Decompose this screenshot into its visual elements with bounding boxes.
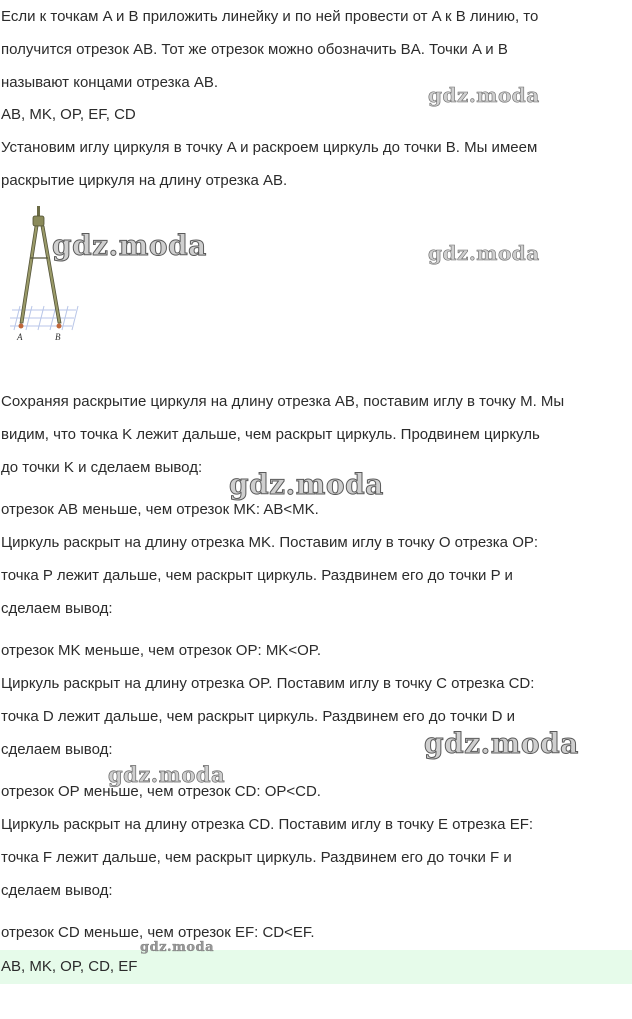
watermark: gdz.moda [428,241,540,265]
watermark: gdz.moda [108,762,226,787]
paragraph-line: сделаем вывод: [1,741,113,758]
paragraph-line: точка D лежит дальше, чем раскрыт циркуль. Раздвинем его до точки D и [1,708,516,725]
watermark: gdz.moda [140,940,215,955]
point-a-marker [19,324,24,329]
paragraph-line: до точки K и сделаем вывод: [1,459,203,476]
paragraph-line: Циркуль раскрыт на длину отрезка OP. Поставим иглу в точку C отрезка CD: [1,675,535,692]
watermark: gdz.moda [424,727,579,760]
paragraph-line: сделаем вывод: [1,882,113,899]
paragraph-line: Циркуль раскрыт на длину отрезка MK. Поставим иглу в точку O отрезка OP: [1,534,539,551]
paragraph-line: Сохраняя раскрытие циркуля на длину отрезка AB, поставим иглу в точку M. Мы [1,393,565,410]
paragraph-line: сделаем вывод: [1,600,113,617]
watermark: gdz.moda [229,468,384,501]
paragraph-line: Если к точкам A и B приложить линейку и по ней провести от A к B линию, то [1,8,539,25]
point-b-label: B [55,332,61,342]
paragraph-line: Циркуль раскрыт на длину отрезка CD. Поставим иглу в точку E отрезка EF: [1,816,534,833]
point-a-label: A [17,332,23,342]
answer-text: AB, MK, OP, CD, EF [1,958,138,975]
conclusion-line: отрезок CD меньше, чем отрезок EF: CD<EF. [1,924,315,941]
conclusion-line: отрезок MK меньше, чем отрезок OP: MK<OP. [1,642,321,659]
compass-icon [20,206,61,323]
watermark: gdz.moda [52,229,207,262]
paragraph-line: Установим иглу циркуля в точку A и раскроем циркуль до точки B. Мы имеем [1,139,538,156]
paragraph-line: называют концами отрезка AB. [1,74,219,91]
point-b-marker [57,324,62,329]
segments-list: AB, MK, OP, EF, CD [1,106,136,123]
paragraph-line: точка P лежит дальше, чем раскрыт циркуль. Раздвинем его до точки P и [1,567,513,584]
watermark: gdz.moda [428,83,540,107]
compass-figure [10,206,80,346]
conclusion-line: отрезок OP меньше, чем отрезок CD: OP<CD. [1,783,321,800]
paragraph-line: раскрытие циркуля на длину отрезка AB. [1,172,288,189]
paragraph-line: точка F лежит дальше, чем раскрыт циркуль. Раздвинем его до точки F и [1,849,512,866]
paragraph-line: видим, что точка K лежит дальше, чем раскрыт циркуль. Продвинем циркуль [1,426,540,443]
paragraph-line: получится отрезок AB. Тот же отрезок можно обозначить BA. Точки A и B [1,41,508,58]
conclusion-line: отрезок AB меньше, чем отрезок MK: AB<MK. [1,501,319,518]
